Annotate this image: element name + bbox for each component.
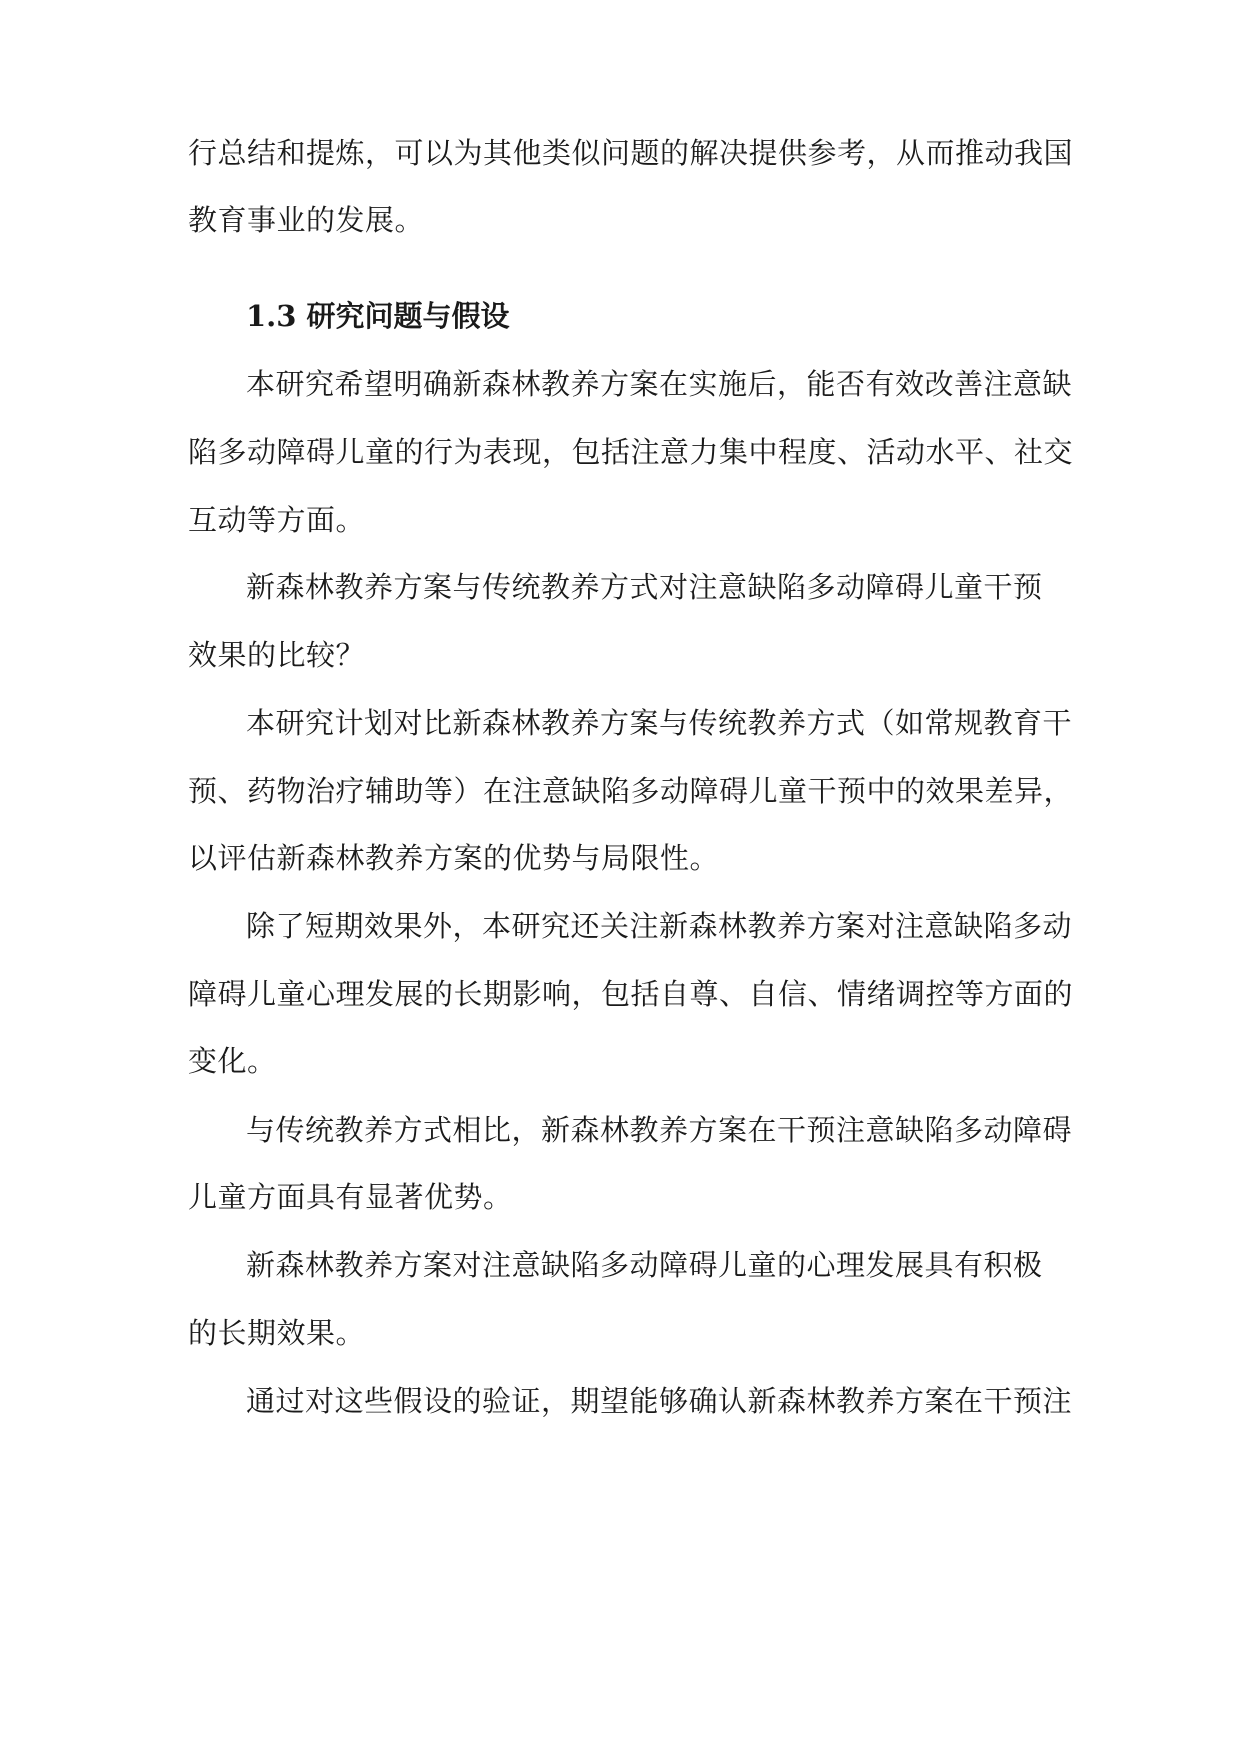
- text-line: 教育事业的发展。: [188, 203, 425, 237]
- section-heading: 1.3 研究问题与假设: [246, 299, 510, 333]
- text-line: 新森林教养方案与传统教养方式对注意缺陷多动障碍儿童干预: [246, 570, 1043, 604]
- text-line: 儿童方面具有显著优势。: [188, 1180, 513, 1214]
- text-line: 通过对这些假设的验证，期望能够确认新森林教养方案在干预注: [246, 1384, 1073, 1418]
- text-line: 新森林教养方案对注意缺陷多动障碍儿童的心理发展具有积极: [246, 1248, 1043, 1282]
- text-line: 互动等方面。: [188, 503, 366, 537]
- text-line: 障碍儿童心理发展的长期影响，包括自尊、自信、情绪调控等方面的: [188, 977, 1074, 1011]
- text-line: 预、药物治疗辅助等）在注意缺陷多动障碍儿童干预中的效果差异，: [188, 774, 1074, 808]
- text-line: 以评估新森林教养方案的优势与局限性。: [188, 841, 720, 875]
- text-line: 与传统教养方式相比，新森林教养方案在干预注意缺陷多动障碍: [246, 1113, 1073, 1147]
- text-line: 行总结和提炼，可以为其他类似问题的解决提供参考，从而推动我国: [188, 136, 1074, 170]
- text-line: 的长期效果。: [188, 1316, 366, 1350]
- text-line: 本研究希望明确新森林教养方案在实施后，能否有效改善注意缺: [246, 367, 1073, 401]
- text-line: 除了短期效果外，本研究还关注新森林教养方案对注意缺陷多动: [246, 909, 1073, 943]
- text-line: 陷多动障碍儿童的行为表现，包括注意力集中程度、活动水平、社交: [188, 435, 1074, 469]
- text-line: 效果的比较？: [188, 638, 366, 672]
- text-line: 变化。: [188, 1044, 277, 1078]
- text-line: 本研究计划对比新森林教养方案与传统教养方式（如常规教育干: [246, 706, 1073, 740]
